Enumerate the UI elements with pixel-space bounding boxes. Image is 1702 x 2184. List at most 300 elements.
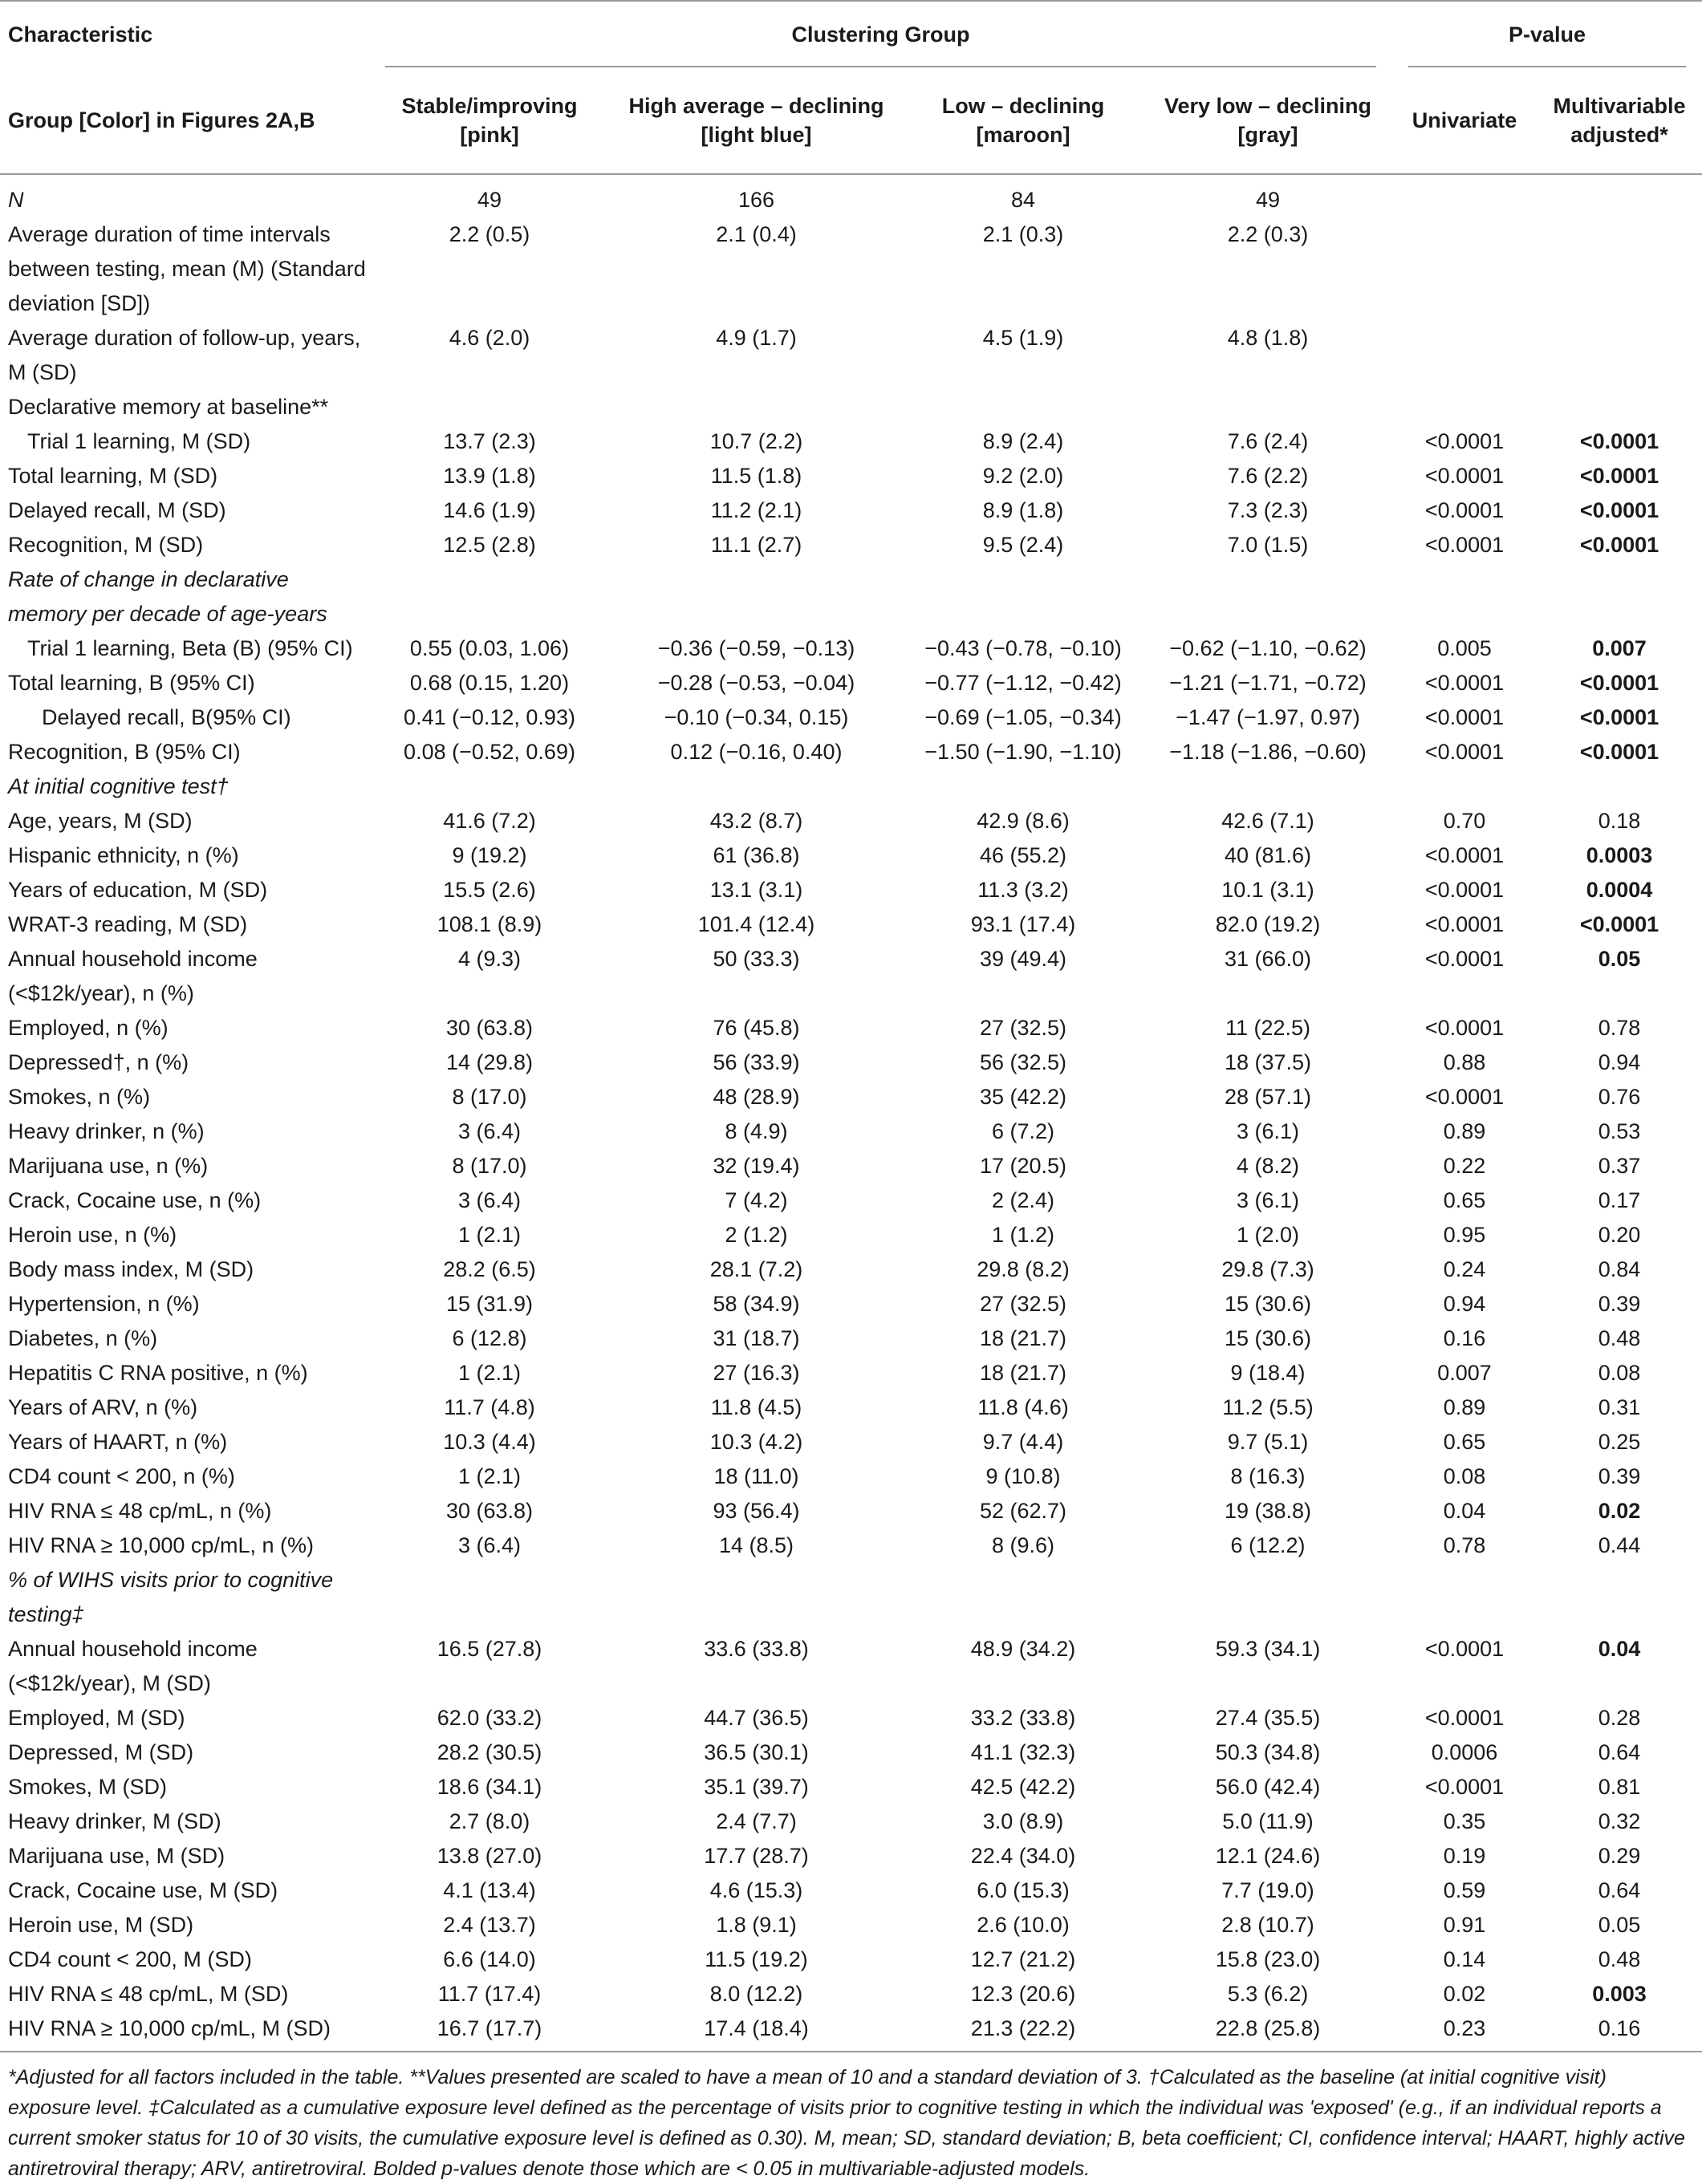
table-cell: 50 (33.3): [713, 947, 800, 971]
table-cell: 0.89: [1443, 1395, 1486, 1419]
row-label: Depressed, M (SD): [8, 1740, 194, 1764]
table-row: [0, 390, 1702, 424]
table-cell: 2.8 (10.7): [1221, 1913, 1314, 1937]
table-cell: 0.05: [1598, 1913, 1641, 1937]
table-cell: 22.8 (25.8): [1143, 2011, 1392, 2052]
table-row: [0, 1701, 1702, 1735]
table-cell: <0.0001: [1424, 1706, 1505, 1730]
table-cell: 14 (29.8): [445, 1050, 534, 1074]
table-cell: 16.7 (17.7): [369, 2011, 610, 2052]
table-cell: 16.5 (27.8): [437, 1637, 542, 1661]
table-cell: 7.6 (2.4): [1227, 429, 1309, 453]
table-cell: 29.8 (8.2): [977, 1257, 1070, 1281]
table-cell: <0.0001: [1579, 429, 1659, 453]
table-cell: 39 (49.4): [979, 947, 1067, 971]
table-cell: 49: [477, 188, 502, 212]
table-cell: 0.55 (0.03, 1.06): [409, 636, 570, 660]
table-cell: [1392, 769, 1537, 804]
row-label: Years of education, M (SD): [8, 878, 268, 902]
table-cell: 5.0 (11.9): [1222, 1809, 1314, 1833]
table-cell: 33.2 (33.8): [970, 1706, 1076, 1730]
table-cell: 8 (9.6): [991, 1533, 1055, 1557]
table-cell: [903, 562, 1143, 631]
table-cell: 11.7 (4.8): [444, 1395, 535, 1419]
table-cell: 11.2 (5.5): [1222, 1395, 1314, 1419]
table-cell: [1392, 390, 1537, 424]
table-cell: 6 (12.2): [1230, 1533, 1306, 1557]
col-header-very-low: Very low – declining [gray]: [1164, 94, 1372, 147]
table-row: [0, 1425, 1702, 1459]
table-cell: 0.76: [1598, 1085, 1641, 1109]
table-cell: 0.84: [1598, 1257, 1641, 1281]
row-label: Recognition, B (95% CI): [8, 740, 241, 764]
row-label: Average duration of time intervals between testing, mean (M) (Standard deviation [SD]): [8, 222, 366, 315]
table-cell: 18 (21.7): [979, 1326, 1067, 1350]
row-label: Heroin use, M (SD): [8, 1913, 194, 1937]
table-cell: 2.1 (0.4): [716, 222, 797, 246]
table-cell: 6 (12.8): [452, 1326, 527, 1350]
table-row: [0, 2011, 1702, 2052]
table-cell: <0.0001: [1424, 740, 1505, 764]
table-cell: [1537, 769, 1702, 804]
table-cell: 41.6 (7.2): [443, 809, 536, 833]
table-cell: 28.2 (6.5): [443, 1257, 536, 1281]
table-cell: 0.02: [1443, 1982, 1486, 2006]
table-cell: 0.04: [1598, 1637, 1641, 1661]
table-cell: 15 (31.9): [445, 1292, 534, 1316]
table-cell: [1392, 217, 1537, 321]
table-cell: 0.14: [1443, 1947, 1486, 1971]
row-label: Marijuana use, n (%): [8, 1154, 209, 1178]
table-cell: [369, 562, 610, 631]
table-cell: 0.0006: [1431, 1740, 1498, 1764]
table-cell: 13.7 (2.3): [443, 429, 536, 453]
table-row: [0, 1321, 1702, 1356]
row-label: Age, years, M (SD): [8, 809, 193, 833]
table-row: [0, 942, 1702, 1011]
table-cell: 11.5 (1.8): [710, 464, 802, 488]
table-cell: −1.18 (−1.86, −0.60): [1169, 740, 1367, 764]
table-cell: 0.20: [1598, 1223, 1641, 1247]
table-row: [0, 1770, 1702, 1804]
table-cell: 2.7 (8.0): [449, 1809, 530, 1833]
table-cell: 13.9 (1.8): [443, 464, 536, 488]
table-cell: 48.9 (34.2): [970, 1637, 1076, 1661]
table-cell: 17 (20.5): [979, 1154, 1067, 1178]
table-cell: 18 (37.5): [1224, 1050, 1312, 1074]
table-cell: 0.25: [1598, 1430, 1641, 1454]
table-cell: 7 (4.2): [725, 1188, 788, 1212]
table-cell: 56 (32.5): [979, 1050, 1067, 1074]
table-cell: 18 (21.7): [979, 1361, 1067, 1385]
row-label: Heavy drinker, M (SD): [8, 1809, 221, 1833]
table-cell: 11.7 (17.4): [437, 1982, 542, 2006]
table-cell: 10.3 (4.4): [443, 1430, 536, 1454]
table-row: [0, 1873, 1702, 1908]
row-label: Years of ARV, n (%): [8, 1395, 198, 1419]
table-cell: 35.1 (39.7): [704, 1775, 809, 1799]
table-cell: 8.0 (12.2): [709, 1982, 803, 2006]
table-cell: 0.23: [1392, 2011, 1537, 2052]
table-cell: 13.1 (3.1): [709, 878, 803, 902]
table-row: [0, 1563, 1702, 1632]
table-cell: 31 (66.0): [1224, 947, 1312, 971]
table-cell: [1537, 1563, 1702, 1632]
table-cell: <0.0001: [1424, 498, 1505, 522]
table-cell: 15 (30.6): [1224, 1326, 1312, 1350]
table-cell: [1392, 1563, 1537, 1632]
col-header-univariate: Univariate: [1412, 108, 1517, 132]
table-cell: 10.3 (4.2): [709, 1430, 803, 1454]
row-label: Smokes, n (%): [8, 1085, 151, 1109]
table-cell: 2 (1.2): [725, 1223, 788, 1247]
table-row: [0, 1149, 1702, 1183]
table-cell: 0.41 (−0.12, 0.93): [404, 705, 575, 729]
table-cell: 6.0 (15.3): [977, 1878, 1070, 1902]
table-cell: 0.95: [1443, 1223, 1486, 1247]
table-cell: 2.4 (13.7): [443, 1913, 536, 1937]
table-cell: 93 (56.4): [713, 1499, 800, 1523]
table-cell: 62.0 (33.2): [437, 1706, 542, 1730]
row-label: Years of HAART, n (%): [8, 1430, 228, 1454]
row-label: Declarative memory at baseline**: [8, 395, 329, 419]
table-cell: [369, 390, 610, 424]
row-label: CD4 count < 200, n (%): [8, 1464, 235, 1488]
row-label: Marijuana use, M (SD): [8, 1844, 225, 1868]
table-cell: 0.19: [1443, 1844, 1486, 1868]
table-cell: 0.22: [1443, 1154, 1486, 1178]
table-cell: 0.48: [1598, 1947, 1641, 1971]
table-cell: 0.31: [1598, 1395, 1641, 1419]
header-p-value: P-value: [1392, 1, 1702, 67]
table-cell: 84: [1010, 188, 1036, 212]
table-cell: 1.8 (9.1): [716, 1913, 797, 1937]
table-cell: 42.5 (42.2): [970, 1775, 1076, 1799]
table-cell: 14.6 (1.9): [443, 498, 536, 522]
table-cell: 61 (36.8): [713, 843, 800, 867]
table-cell: 0.70: [1443, 809, 1486, 833]
table-row: [0, 493, 1702, 528]
table-cell: 6.6 (14.0): [443, 1947, 536, 1971]
table-cell: 0.003: [1592, 1982, 1647, 2006]
table-cell: 30 (63.8): [445, 1499, 534, 1523]
table-row: [0, 1252, 1702, 1287]
table-cell: <0.0001: [1424, 533, 1505, 557]
table-cell: 0.32: [1598, 1809, 1641, 1833]
table-cell: <0.0001: [1424, 912, 1505, 936]
table-cell: 31 (18.7): [713, 1326, 800, 1350]
table-cell: <0.0001: [1424, 1775, 1505, 1799]
row-label: Diabetes, n (%): [8, 1326, 158, 1350]
table-cell: <0.0001: [1579, 464, 1659, 488]
table-cell: 12.5 (2.8): [443, 533, 536, 557]
table-cell: 11 (22.5): [1225, 1016, 1311, 1040]
table-cell: 0.44: [1598, 1533, 1641, 1557]
table-cell: 4.6 (15.3): [709, 1878, 803, 1902]
table-cell: [369, 769, 610, 804]
table-cell: 19 (38.8): [1224, 1499, 1312, 1523]
table-cell: <0.0001: [1424, 671, 1505, 695]
table-cell: −0.10 (−0.34, 0.15): [664, 705, 849, 729]
table-cell: 42.6 (7.1): [1221, 809, 1314, 833]
table-cell: 1 (2.1): [457, 1464, 522, 1488]
table-cell: 166: [737, 188, 775, 212]
row-label: Employed, n (%): [8, 1016, 169, 1040]
table-cell: 1 (2.1): [457, 1223, 522, 1247]
table-cell: 12.1 (24.6): [1215, 1844, 1321, 1868]
table-cell: [610, 1563, 903, 1632]
table-cell: 11.3 (3.2): [977, 878, 1069, 902]
table-cell: −0.69 (−1.05, −0.34): [924, 705, 1122, 729]
table-row: [0, 424, 1702, 459]
row-label: Depressed†, n (%): [8, 1050, 189, 1074]
table-cell: 27 (32.5): [979, 1292, 1067, 1316]
table-cell: 4.6 (2.0): [449, 326, 530, 350]
table-cell: 76 (45.8): [713, 1016, 800, 1040]
table-cell: 5.3 (6.2): [1227, 1982, 1309, 2006]
table-cell: 42.9 (8.6): [977, 809, 1070, 833]
table-cell: 93.1 (17.4): [970, 912, 1076, 936]
table-cell: 2.2 (0.5): [449, 222, 530, 246]
row-label: Crack, Cocaine use, n (%): [8, 1188, 262, 1212]
table-row: [0, 1080, 1702, 1114]
table-row: [0, 1839, 1702, 1873]
table-cell: [1537, 321, 1702, 390]
table-cell: 27.4 (35.5): [1215, 1706, 1321, 1730]
table-cell: 3 (6.4): [457, 1119, 522, 1143]
table-row: [0, 1908, 1702, 1942]
row-label: Body mass index, M (SD): [8, 1257, 254, 1281]
table-cell: 11.1 (2.7): [710, 533, 802, 557]
table-cell: 0.53: [1598, 1119, 1641, 1143]
table-cell: 18 (11.0): [713, 1464, 799, 1488]
table-cell: [1537, 390, 1702, 424]
table-row: [0, 1183, 1702, 1218]
row-label: Heroin use, n (%): [8, 1223, 177, 1247]
table-row: [0, 321, 1702, 390]
table-cell: 82.0 (19.2): [1215, 912, 1321, 936]
table-cell: 43.2 (8.7): [709, 809, 803, 833]
table-cell: 0.12 (−0.16, 0.40): [670, 740, 843, 764]
table-cell: 108.1 (8.9): [437, 912, 542, 936]
table-row: [0, 1390, 1702, 1425]
table-row: [0, 528, 1702, 562]
table-cell: −1.21 (−1.71, −0.72): [1169, 671, 1367, 695]
table-cell: 9 (18.4): [1230, 1361, 1306, 1385]
table-cell: [1392, 321, 1537, 390]
row-label: Hypertension, n (%): [8, 1292, 200, 1316]
table-cell: 0.94: [1443, 1292, 1486, 1316]
table-cell: 56 (33.9): [713, 1050, 800, 1074]
table-cell: [610, 562, 903, 631]
table-cell: 58 (34.9): [713, 1292, 800, 1316]
table-cell: 0.39: [1598, 1292, 1641, 1316]
header-group-color: Group [Color] in Figures 2A,B: [8, 108, 315, 132]
table-cell: 3 (6.1): [1236, 1119, 1300, 1143]
table-cell: 1 (2.0): [1236, 1223, 1300, 1247]
table-cell: 14 (8.5): [718, 1533, 794, 1557]
table-cell: 8 (17.0): [452, 1154, 527, 1178]
col-header-stable: Stable/improving [pink]: [401, 94, 578, 147]
table-cell: 12.3 (20.6): [970, 1982, 1076, 2006]
row-label: Crack, Cocaine use, M (SD): [8, 1878, 278, 1902]
table-cell: 59.3 (34.1): [1215, 1637, 1321, 1661]
row-label: Heavy drinker, n (%): [8, 1119, 205, 1143]
row-label: CD4 count < 200, M (SD): [8, 1947, 252, 1971]
table-cell: 0.005: [1437, 636, 1492, 660]
table-cell: 36.5 (30.1): [704, 1740, 809, 1764]
table-cell: 28 (57.1): [1224, 1085, 1312, 1109]
table-cell: 0.65: [1443, 1430, 1486, 1454]
row-label: HIV RNA ≤ 48 cp/mL, n (%): [8, 1499, 272, 1523]
table-cell: 0.08 (−0.52, 0.69): [404, 740, 575, 764]
table-cell: 4.8 (1.8): [1227, 326, 1309, 350]
table-cell: 9.5 (2.4): [982, 533, 1064, 557]
table-cell: 48 (28.9): [713, 1085, 800, 1109]
table-cell: [1143, 390, 1392, 424]
row-label: N: [8, 188, 24, 212]
table-cell: 22.4 (34.0): [970, 1844, 1076, 1868]
table-cell: −0.36 (−0.59, −0.13): [657, 636, 855, 660]
table-cell: 0.91: [1443, 1913, 1486, 1937]
table-cell: 4 (9.3): [457, 947, 522, 971]
col-header-high-average: High average – declining [light blue]: [628, 94, 884, 147]
table-cell: 0.89: [1443, 1119, 1486, 1143]
header-clustering-group: Clustering Group: [369, 1, 1392, 67]
table-cell: [369, 1563, 610, 1632]
table-row: [0, 1045, 1702, 1080]
table-cell: 0.64: [1598, 1740, 1641, 1764]
table-cell: −0.28 (−0.53, −0.04): [657, 671, 855, 695]
table-cell: 4.9 (1.7): [716, 326, 797, 350]
row-label: Trial 1 learning, M (SD): [27, 429, 251, 453]
table-row: [0, 174, 1702, 217]
table-cell: 0.78: [1443, 1533, 1486, 1557]
row-label: Smokes, M (SD): [8, 1775, 168, 1799]
table-cell: 8.9 (1.8): [982, 498, 1064, 522]
row-label: Hispanic ethnicity, n (%): [8, 843, 239, 867]
table-cell: <0.0001: [1579, 671, 1659, 695]
row-label: % of WIHS visits prior to cognitive testing‡: [8, 1568, 334, 1626]
row-label: Delayed recall, M (SD): [8, 498, 226, 522]
table-cell: <0.0001: [1424, 1637, 1505, 1661]
table-cell: <0.0001: [1424, 843, 1505, 867]
table-row: [0, 769, 1702, 804]
row-label: HIV RNA ≤ 48 cp/mL, M (SD): [8, 1982, 289, 2006]
table-cell: <0.0001: [1424, 705, 1505, 729]
table-cell: 0.78: [1598, 1016, 1641, 1040]
table-cell: 1 (1.2): [991, 1223, 1055, 1247]
table-cell: 9 (10.8): [985, 1464, 1061, 1488]
table-cell: 8 (4.9): [725, 1119, 788, 1143]
table-cell: 2.1 (0.3): [982, 222, 1064, 246]
table-cell: 0.08: [1443, 1464, 1486, 1488]
table-row: [0, 1011, 1702, 1045]
table-cell: 1 (2.1): [457, 1361, 522, 1385]
table-cell: <0.0001: [1579, 912, 1659, 936]
row-label: Annual household income (<$12k/year), M (SD): [8, 1637, 258, 1695]
table-cell: [1392, 174, 1537, 217]
row-label: Average duration of follow-up, years, M (SD): [8, 326, 361, 384]
row-label: Total learning, M (SD): [8, 464, 218, 488]
row-label: WRAT-3 reading, M (SD): [8, 912, 248, 936]
table-row: [0, 1528, 1702, 1563]
table-cell: 50.3 (34.8): [1215, 1740, 1321, 1764]
table-row: [0, 1114, 1702, 1149]
table-cell: 0.007: [1592, 636, 1647, 660]
row-label: Recognition, M (SD): [8, 533, 204, 557]
table-row: [0, 1494, 1702, 1528]
table-cell: 2.6 (10.0): [977, 1913, 1070, 1937]
table-cell: 15.8 (23.0): [1215, 1947, 1321, 1971]
table-cell: <0.0001: [1579, 705, 1659, 729]
table-cell: 13.8 (27.0): [437, 1844, 542, 1868]
table-cell: 7.0 (1.5): [1227, 533, 1309, 557]
table-cell: 0.18: [1598, 809, 1641, 833]
table-cell: <0.0001: [1424, 1085, 1505, 1109]
table-cell: 11.8 (4.6): [977, 1395, 1069, 1419]
table-cell: 0.16: [1443, 1326, 1486, 1350]
table-cell: [610, 769, 903, 804]
table-row: [0, 838, 1702, 873]
table-cell: 30 (63.8): [445, 1016, 534, 1040]
table-cell: 3 (6.1): [1236, 1188, 1300, 1212]
table-cell: [1143, 562, 1392, 631]
table-cell: 6 (7.2): [991, 1119, 1055, 1143]
table-cell: [1537, 562, 1702, 631]
table-cell: 7.7 (19.0): [1221, 1878, 1314, 1902]
table-cell: 35 (42.2): [979, 1085, 1067, 1109]
table-cell: 0.37: [1598, 1154, 1641, 1178]
table-cell: 4 (8.2): [1236, 1154, 1300, 1178]
header-characteristic: Characteristic: [8, 22, 153, 47]
table-cell: <0.0001: [1424, 429, 1505, 453]
table-row: [0, 217, 1702, 321]
table-cell: 0.007: [1437, 1361, 1492, 1385]
table-cell: 0.35: [1443, 1809, 1486, 1833]
table-cell: 0.48: [1598, 1326, 1641, 1350]
table-cell: 0.65: [1443, 1188, 1486, 1212]
table-row: [0, 1942, 1702, 1977]
table-cell: 46 (55.2): [979, 843, 1067, 867]
table-cell: 0.59: [1443, 1878, 1486, 1902]
table-cell: 41.1 (32.3): [970, 1740, 1076, 1764]
table-row: [0, 1804, 1702, 1839]
table-cell: 11.5 (19.2): [705, 1947, 808, 1971]
table-cell: −0.77 (−1.12, −0.42): [924, 671, 1122, 695]
table-cell: 12.7 (21.2): [970, 1947, 1076, 1971]
table-cell: [1537, 174, 1702, 217]
table-cell: 0.08: [1598, 1361, 1641, 1385]
row-label: Annual household income (<$12k/year), n (%): [8, 947, 258, 1005]
table-cell: 0.68 (0.15, 1.20): [409, 671, 570, 695]
table-cell: <0.0001: [1579, 533, 1659, 557]
table-cell: 17.7 (28.7): [704, 1844, 809, 1868]
table-cell: 11.2 (2.1): [710, 498, 802, 522]
table-row: [0, 1632, 1702, 1701]
row-label: At initial cognitive test†: [8, 774, 229, 798]
table-cell: −1.50 (−1.90, −1.10): [924, 740, 1122, 764]
table-row: [0, 1356, 1702, 1390]
table-cell: 3 (6.4): [457, 1533, 522, 1557]
table-cell: [903, 390, 1143, 424]
table-cell: <0.0001: [1579, 498, 1659, 522]
table-cell: 15.5 (2.6): [443, 878, 536, 902]
col-header-multivariable: Multivariable adjusted*: [1553, 94, 1686, 147]
table-cell: 3 (6.4): [457, 1188, 522, 1212]
table-cell: 28.1 (7.2): [709, 1257, 803, 1281]
table-cell: 0.02: [1598, 1499, 1641, 1523]
